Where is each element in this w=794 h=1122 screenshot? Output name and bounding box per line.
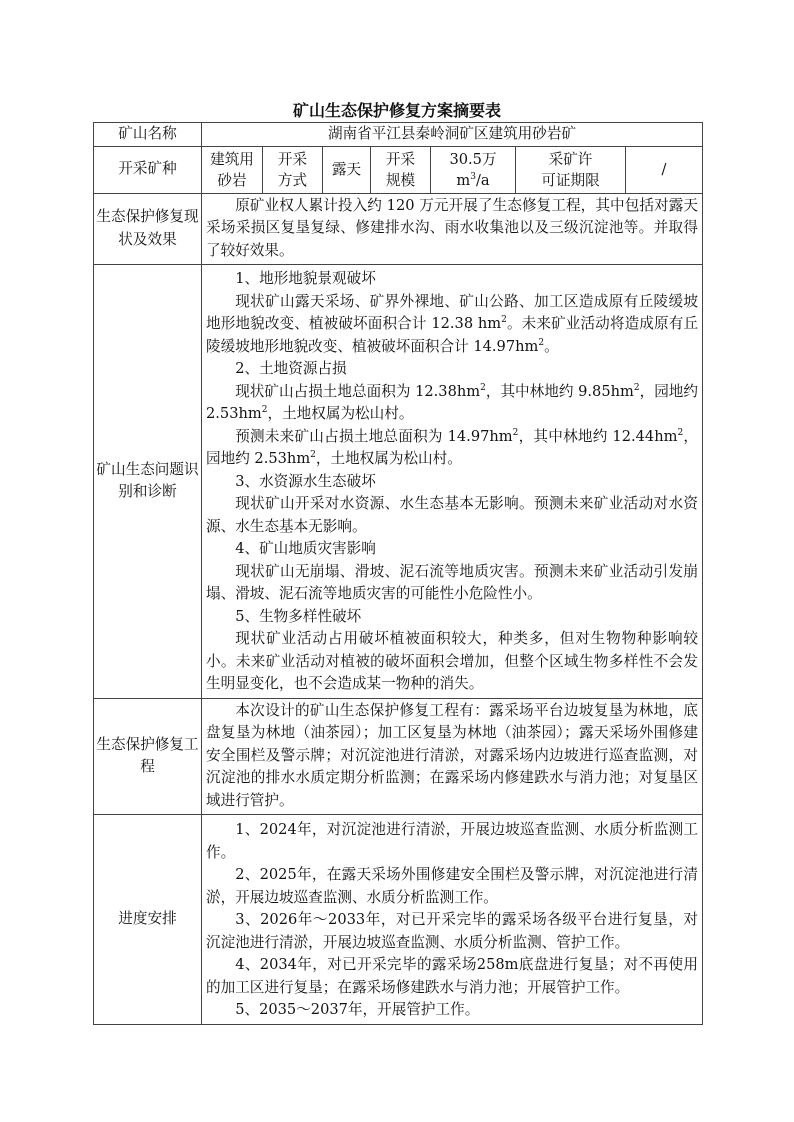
row-works xyxy=(94,698,703,815)
method-label-l2: 方式 xyxy=(277,171,308,189)
permit-label-cell xyxy=(516,146,626,193)
schedule-item: 5、2035～2037年，开展管护工作。 xyxy=(235,1001,480,1018)
permit-label-l2: 可证期限 xyxy=(541,171,600,189)
scale-value-cell xyxy=(431,146,516,193)
scale-tail: /a xyxy=(475,171,490,189)
mineral-l1: 建筑用 xyxy=(210,150,254,168)
sup: 2 xyxy=(310,450,316,461)
schedule-item: 4、2034年，对已开采完毕的露采场258m底盘进行复垦；对不再使用的加工区进行复垦；在露采场修建跌水与消力池；开展管护工作。 xyxy=(206,956,699,996)
works-label: 生态保护修复工程 xyxy=(94,698,202,815)
text: ，土地权属为松山村。 xyxy=(315,450,462,467)
diagnosis-heading-4: 4、矿山地质灾害影响 xyxy=(235,540,376,557)
text: 现状矿山露天采场、矿界外裸地、矿山公路、加工区造成原有丘陵缓坡地形地貌改变、植被破坏面积合计 12.38 hm xyxy=(206,292,699,332)
diagnosis-heading-1: 1、地形地貌景观破坏 xyxy=(235,270,376,287)
sup: 2 xyxy=(538,337,545,348)
schedule-item: 3、2026年～2033年，对已开采完毕的露采场各级平台进行复垦，对沉淀池进行清淤，开展边坡巡查监测、水质分析监测、管护工作。 xyxy=(206,911,699,951)
summary-table xyxy=(93,122,703,1025)
sup: 2 xyxy=(633,382,640,393)
schedule-item: 2、2025年，在露天采场外围修建安全围栏及警示牌，对沉淀池进行清淤，开展边坡巡查监测、水质分析监测工作。 xyxy=(206,866,699,906)
text: ，园地约 2.53hm xyxy=(206,382,698,422)
diagnosis-para-2 xyxy=(206,381,698,426)
row-mine-name xyxy=(94,123,703,147)
schedule-item: 1、2024年，对沉淀池进行清淤，开展边坡巡查监测、水质分析监测工作。 xyxy=(206,821,699,861)
works-content xyxy=(202,698,703,815)
mine-name-label: 矿山名称 xyxy=(94,123,202,147)
row-schedule xyxy=(94,815,703,1025)
works-text: 本次设计的矿山生态保护修复工程有：露采场平台边坡复垦为林地，底盘复垦为林地（油茶园）；加工区复垦为林地（油茶园）；露天采场外围修建安全围栏及警示牌；对沉淀池进行清淤，对露采场内边坡进行巡查监测，对沉淀池的排水水质定期分析监测；在露采场内修建跌水与消力池；对复垦区域进行管护。 xyxy=(206,701,699,809)
diagnosis-para-1 xyxy=(206,291,698,359)
scale-sup: 3 xyxy=(470,171,476,182)
mining-type-label: 开采矿种 xyxy=(94,146,202,193)
scale-value: 30.5万 xyxy=(449,150,497,168)
diagnosis-label: 矿山生态问题识别和诊断 xyxy=(94,265,202,699)
schedule-label: 进度安排 xyxy=(94,815,202,1025)
sup: 2 xyxy=(480,382,486,393)
diagnosis-content xyxy=(202,265,703,699)
text: 。 xyxy=(544,337,559,355)
method-label-l1: 开采 xyxy=(277,150,308,168)
document-title: 矿山生态保护修复方案摘要表 xyxy=(292,101,501,120)
sup: 2 xyxy=(501,315,507,326)
row-diagnosis xyxy=(94,265,703,699)
schedule-content xyxy=(202,815,703,1025)
sup: 2 xyxy=(677,427,684,438)
sup: 2 xyxy=(261,405,268,416)
scale-label-l2: 规模 xyxy=(385,171,416,189)
mineral-cell xyxy=(202,146,263,193)
text: ，园地约 2.53hm xyxy=(206,427,698,467)
method-value: 露天 xyxy=(323,146,371,193)
diagnosis-heading-2: 2、土地资源占损 xyxy=(235,360,347,377)
text: ，土地权属为松山村。 xyxy=(267,405,414,422)
status-content xyxy=(202,193,703,265)
text: 现状矿山占损土地总面积为 12.38hm xyxy=(235,382,481,400)
mineral-l2: 砂岩 xyxy=(217,171,247,189)
diagnosis-heading-5: 5、生物多样性破坏 xyxy=(235,607,362,625)
diagnosis-para-6: 现状矿业活动占用破坏植被面积较大，种类多，但对生物物种影响较小。未来矿业活动对植被的破坏面积会增加，但整个区域生物多样性不会发生明显变化，也不会造成某一物种的消失。 xyxy=(206,630,699,692)
diagnosis-para-4: 现状矿山开采对水资源、水生态基本无影响。预测未来矿业活动对水资源、水生态基本无影响。 xyxy=(206,495,699,535)
mine-name-value: 湖南省平江县秦岭洞矿区建筑用砂岩矿 xyxy=(202,123,703,147)
row-mining xyxy=(94,146,703,193)
sup: 2 xyxy=(512,427,519,438)
method-label-cell xyxy=(263,146,323,193)
text: 。未来矿业活动将造成原有丘陵缓坡地形地貌改变、植被破坏面积合计 14.97hm xyxy=(206,315,699,355)
diagnosis-heading-3: 3、水资源水生态破坏 xyxy=(235,472,376,490)
row-status xyxy=(94,193,703,265)
text: 预测未来矿山占损土地总面积为 14.97hm xyxy=(235,427,513,445)
text: ，其中林地约 9.85hm xyxy=(485,382,634,400)
diagnosis-para-3 xyxy=(206,426,698,471)
text: ，其中林地约 12.44hm xyxy=(518,427,678,445)
permit-value: / xyxy=(626,146,703,193)
scale-label-cell xyxy=(371,146,431,193)
permit-label-l1: 采矿许 xyxy=(548,150,593,168)
status-text: 原矿业权人累计投入约 120 万元开展了生态修复工程，其中包括对露天采场采损区复垦复绿、修建排水沟、雨水收集池以及三级沉淀池等。并取得了较好效果。 xyxy=(206,196,699,259)
diagnosis-para-5: 现状矿山无崩塌、滑坡、泥石流等地质灾害。预测未来矿业活动引发崩塌、滑坡、泥石流等地质灾害的可能性小危险性小。 xyxy=(206,562,699,602)
scale-label-l1: 开采 xyxy=(385,150,416,168)
scale-unit: m xyxy=(456,171,471,189)
status-label: 生态保护修复现状及效果 xyxy=(94,193,202,265)
